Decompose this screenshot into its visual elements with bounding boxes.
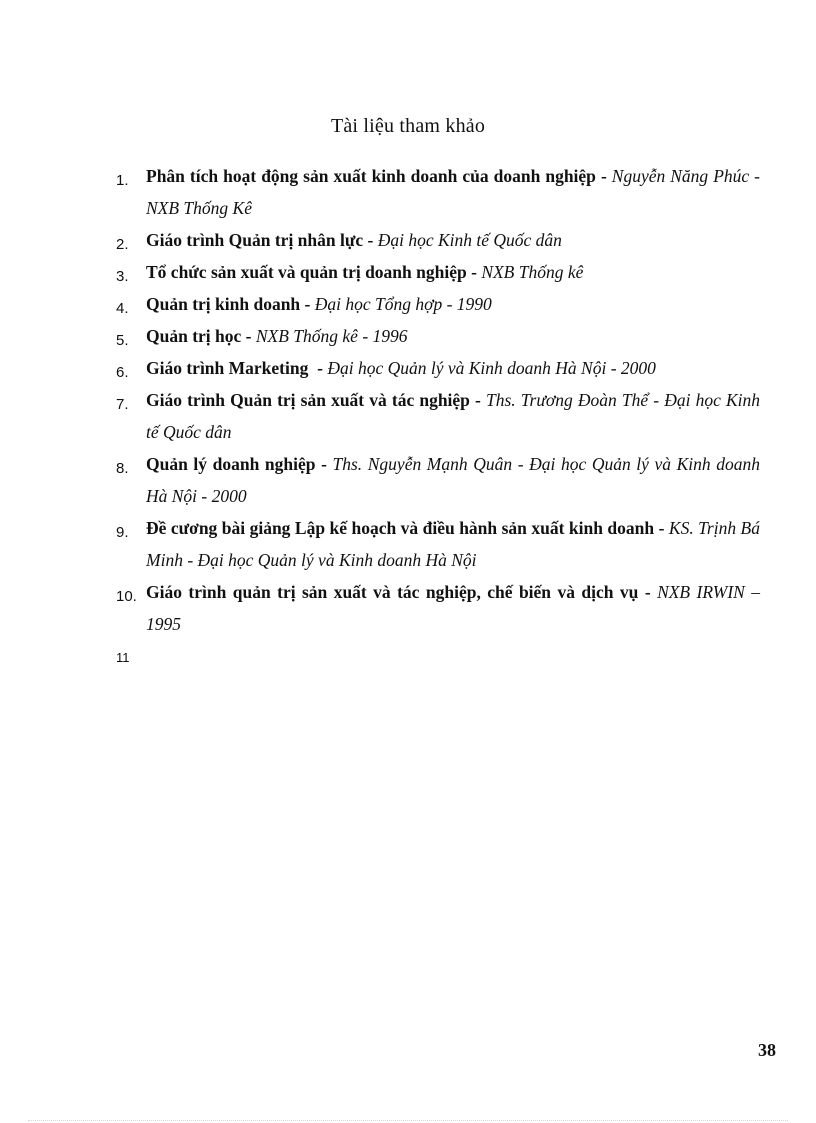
list-item-number: 2. [116, 236, 129, 253]
reference-source: Đại học Quản lý và Kinh doanh Hà Nội - 2000 [327, 358, 656, 378]
list-item [116, 512, 760, 576]
list-item [116, 160, 760, 224]
reference-title: Quản trị học [146, 326, 242, 346]
list-item-number: 7. [116, 396, 129, 413]
list-item-number: 1. [116, 172, 129, 189]
list-item [116, 448, 760, 512]
list-item-number: 3. [116, 268, 129, 285]
reference-separator: - [654, 518, 669, 538]
list-item [116, 320, 760, 352]
reference-separator: - [300, 294, 315, 314]
reference-title: Giáo trình Marketing [146, 358, 309, 378]
page-bottom-divider [28, 1120, 788, 1121]
reference-title: Giáo trình Quản trị sản xuất và tác nghiệp [146, 390, 470, 410]
reference-separator: - [241, 326, 256, 346]
list-item [116, 256, 760, 288]
reference-separator: - [595, 166, 612, 186]
list-item-number: 9. [116, 524, 129, 541]
reference-separator: - [469, 390, 486, 410]
reference-source: KS. Trịnh Bá Minh - Đại học Quản lý và Kinh doanh Hà Nội [146, 518, 760, 570]
list-item-number: 6. [116, 364, 129, 381]
list-item [116, 640, 760, 672]
reference-title: Tổ chức sản xuất và quản trị doanh nghiệp [146, 262, 467, 282]
reference-title: Giáo trình quản trị sản xuất và tác nghiệp, chế biến và dịch vụ [146, 582, 639, 602]
reference-title: Quản lý doanh nghiệp [146, 454, 316, 474]
reference-source: NXB IRWIN – 1995 [146, 582, 760, 634]
reference-source: NXB Thống kê [481, 262, 584, 282]
reference-separator: - [638, 582, 658, 602]
list-item [116, 384, 760, 448]
reference-title: Đề cương bài giảng Lập kế hoạch và điều hành sản xuất kinh doanh [146, 518, 655, 538]
reference-separator: - [308, 358, 328, 378]
reference-title: Phân tích hoạt động sản xuất kinh doanh của doanh nghiệp [146, 166, 596, 186]
reference-source: Nguyễn Năng Phúc - NXB Thống Kê [146, 166, 760, 218]
page-number: 38 [758, 1040, 776, 1060]
reference-separator: - [466, 262, 482, 282]
list-item [116, 288, 760, 320]
page-title: Tài liệu tham khảo [330, 115, 486, 138]
reference-separator: - [363, 230, 378, 250]
list-item [116, 576, 760, 640]
list-item-number: 8. [116, 460, 129, 477]
reference-source: Đại học Tổng hợp - 1990 [314, 294, 492, 314]
list-item-number: 11 [116, 650, 130, 665]
reference-source: Ths. Trương Đoàn Thể - Đại học Kinh tế Quốc dân [146, 390, 760, 442]
list-item-number: 4. [116, 300, 129, 317]
list-item-number: 10. [116, 588, 137, 605]
reference-source: NXB Thống kê - 1996 [255, 326, 408, 346]
reference-source: Ths. Nguyễn Mạnh Quân - Đại học Quản lý và Kinh doanh Hà Nội - 2000 [146, 454, 760, 506]
list-item [116, 224, 760, 256]
reference-title: Giáo trình Quản trị nhân lực [146, 230, 364, 250]
reference-list [116, 160, 760, 672]
list-item [116, 352, 760, 384]
reference-title: Quản trị kinh doanh [146, 294, 301, 314]
reference-source: Đại học Kinh tế Quốc dân [377, 230, 562, 250]
list-item-number: 5. [116, 332, 129, 349]
reference-separator: - [315, 454, 333, 474]
